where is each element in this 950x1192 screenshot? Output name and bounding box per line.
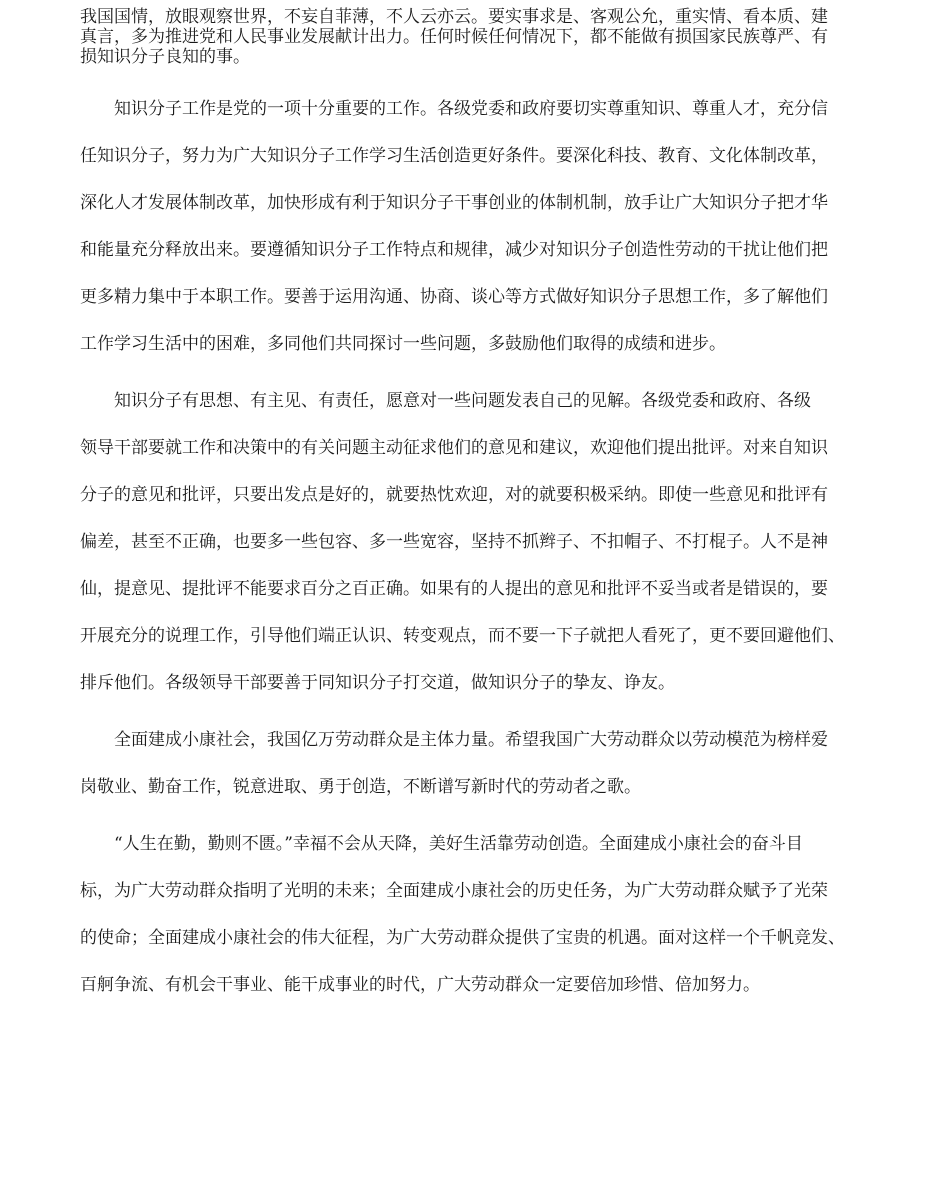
- text-line: 仙，提意见、提批评不能要求百分之百正确。如果有的人提出的意见和批评不妥当或者是错误的，要: [80, 579, 828, 599]
- text-line: 开展充分的说理工作，引导他们端正认识、转变观点，而不要一下子就把人看死了，更不要回避他们、: [80, 626, 845, 646]
- text-line: 知识分子工作是党的一项十分重要的工作。各级党委和政府要切实尊重知识、尊重人才，充分信: [114, 99, 828, 119]
- text-line: 深化人才发展体制改革，加快形成有利于知识分子干事创业的体制机制，放手让广大知识分子把才华: [80, 193, 828, 213]
- text-line: 领导干部要就工作和决策中的有关问题主动征求他们的意见和建议，欢迎他们提出批评。对来自知识: [80, 438, 828, 458]
- text-line: 的使命；全面建成小康社会的伟大征程，为广大劳动群众提供了宝贵的机遇。面对这样一个千帆竞发、: [80, 928, 845, 948]
- text-line: 知识分子有思想、有主见、有责任，愿意对一些问题发表自己的见解。各级党委和政府、各级: [114, 391, 811, 411]
- text-line: 任知识分子，努力为广大知识分子工作学习生活创造更好条件。要深化科技、教育、文化体制改革，: [80, 146, 828, 166]
- text-line: 偏差，甚至不正确，也要多一些包容、多一些宽容，坚持不抓辫子、不扣帽子、不打棍子。人不是神: [80, 532, 828, 552]
- text-line: 岗敬业、勤奋工作，锐意进取、勇于创造，不断谱写新时代的劳动者之歌。: [80, 777, 641, 797]
- text-line: 全面建成小康社会，我国亿万劳动群众是主体力量。希望我国广大劳动群众以劳动模范为榜样爱: [114, 730, 828, 750]
- text-line: 我国国情，放眼观察世界，不妄自菲薄，不人云亦云。要实事求是、客观公允，重实情、看本质、建: [80, 7, 828, 27]
- text-line: 排斥他们。各级领导干部要善于同知识分子打交道，做知识分子的挚友、诤友。: [80, 673, 675, 693]
- text-line: 真言，多为推进党和人民事业发展献计出力。任何时候任何情况下，都不能做有损国家民族尊严、有: [80, 27, 828, 47]
- text-line: 和能量充分释放出来。要遵循知识分子工作特点和规律，减少对知识分子创造性劳动的干扰让他们把: [80, 240, 828, 260]
- text-line: 更多精力集中于本职工作。要善于运用沟通、协商、谈心等方式做好知识分子思想工作，多了解他们: [80, 287, 828, 307]
- text-line: 工作学习生活中的困难，多同他们共同探讨一些问题，多鼓励他们取得的成绩和进步。: [80, 334, 726, 354]
- text-line: 标，为广大劳动群众指明了光明的未来；全面建成小康社会的历史任务，为广大劳动群众赋予了光荣: [80, 881, 828, 901]
- text-line: 分子的意见和批评，只要出发点是好的，就要热忱欢迎，对的就要积极采纳。即使一些意见和批评有: [80, 485, 828, 505]
- text-line: 百舸争流、有机会干事业、能干成事业的时代，广大劳动群众一定要倍加珍惜、倍加努力。: [80, 975, 760, 995]
- text-line: 损知识分子良知的事。: [80, 47, 250, 67]
- text-line: “人生在勤，勤则不匮。”幸福不会从天降，美好生活靠劳动创造。全面建成小康社会的奋斗目: [114, 834, 803, 854]
